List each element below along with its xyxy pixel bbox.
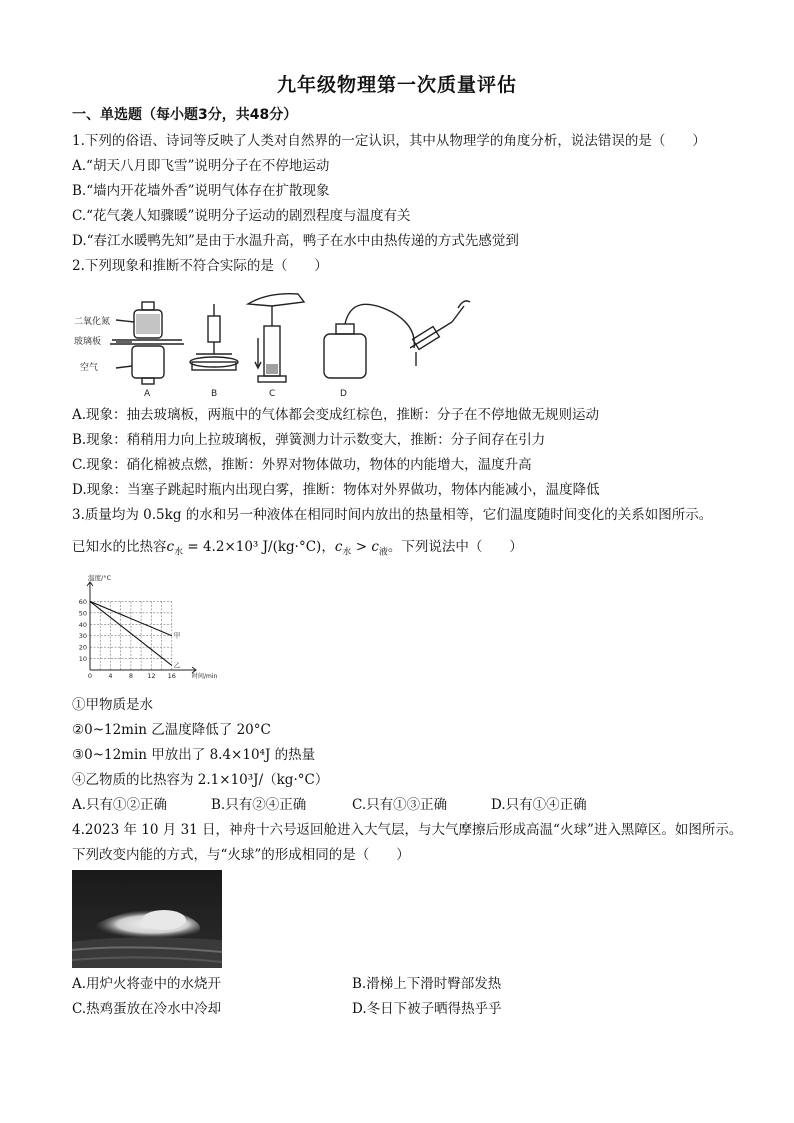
q1-option-b: B.“墙内开花墙外香”说明气体存在扩散现象 [72,183,330,199]
y-tick-label: 50 [78,609,87,618]
q3-statement-4: ④乙物质的比热容为 2.1×10³J/（kg·°C） [72,772,329,788]
figure-label-a: A [144,389,151,399]
q4-stem-line2: 下列改变内能的方式，与“火球”的形成相同的是（ ） [72,847,410,863]
q3-statement-1: ①甲物质是水 [72,697,153,713]
series-label-1: 乙 [173,661,181,670]
q2-option-b: B.现象：稍稍用力向上拉玻璃板，弹簧测力计示数变大，推断：分子间存在引力 [72,432,546,448]
x-tick-label: 12 [147,672,156,680]
y-axis-label: 温度/°C [88,574,111,582]
q3-statement-2: ②0~12min 乙温度降低了 20°C [72,722,271,738]
q1-option-c: C.“花气袭人知骤暖”说明分子运动的剧烈程度与温度有关 [72,208,411,224]
q1-option-d: D.“春江水暖鸭先知”是由于水温升高，鸭子在水中由热传递的方式先感觉到 [72,233,519,249]
q3-choice-d: D.只有①④正确 [491,797,587,813]
q3-stem-line2: 已知水的比热容$c_水 = 4.2\times 10^3$ J/(kg·°C)，$c_水 > c_液$。下列说法中（ ） [72,539,523,558]
y-tick-label: 30 [78,632,87,641]
q4-option-b: B.滑梯上下滑时臀部发热 [352,976,502,992]
q2-option-d: D.现象：当塞子跳起时瓶内出现白雾，推断：物体对外界做功，物体内能减小，温度降低 [72,482,600,498]
q2-option-c: C.现象：硝化棉被点燃，推断：外界对物体做功，物体的内能增大，温度升高 [72,457,532,473]
q3-choice-a: A.只有①②正确 [72,797,168,813]
figure-gas-label: 二氧化氮 [74,317,111,327]
page-title: 九年级物理第一次质量评估 [276,74,517,96]
x-tick-label: 0 [87,672,93,680]
x-tick-label: 8 [128,672,133,680]
q4-option-a: A.用炉火将壶中的水烧开 [72,976,222,992]
q3-temperature-chart [72,572,218,690]
figure-plate-label: 玻璃板 [74,337,102,347]
q3-statement-3: ③0~12min 甲放出了 8.4×10⁴J 的热量 [72,747,316,763]
y-tick-label: 40 [78,620,87,629]
series-label-0: 甲 [173,631,181,640]
q1-stem: 1.下列的俗语、诗词等反映了人类对自然界的一定认识，其中从物理学的角度分析，说法错误的是（ ） [72,133,706,149]
figure-b-spring-scale [190,304,238,370]
section-heading: 一、单选题（每小题3分，共48分） [72,107,298,123]
q4-fireball-photo [72,870,222,968]
figure-label-d: D [340,389,347,399]
q2-stem: 2.下列现象和推断不符合实际的是（ ） [72,258,328,274]
y-tick-label: 60 [78,597,87,606]
q2-experiment-figure [72,282,472,400]
q4-option-c: C.热鸡蛋放在冷水中冷却 [72,1001,222,1017]
q3-stem-line1: 3.质量均为 0.5kg 的水和另一种液体在相同时间内放出的热量相等，它们温度随时间变化的关系如图所示。 [72,507,713,523]
y-tick-label: 20 [78,643,87,652]
q4-option-d: D.冬日下被子晒得热乎乎 [352,1001,502,1017]
x-axis-label: 时间/min [192,673,218,680]
q2-option-a: A.现象：抽去玻璃板，两瓶中的气体都会变成红棕色，推断：分子在不停地做无规则运动 [72,407,600,423]
figure-d-flask-pump [324,301,470,378]
q4-stem-line1: 4.2023 年 10 月 31 日，神舟十六号返回舱进入大气层，与大气摩擦后形成高温“火球”进入黑障区。如图所示。 [72,822,743,838]
q3-choice-c: C.只有①③正确 [352,797,448,813]
q3-choice-b: B.只有②④正确 [211,797,307,813]
y-tick-label: 10 [78,655,87,664]
x-tick-label: 16 [167,672,176,680]
figure-label-c: C [269,389,276,399]
figure-air-label: 空气 [80,363,99,373]
q1-option-a: A.“胡天八月即飞雪”说明分子在不停地运动 [72,158,330,174]
figure-label-b: B [211,389,218,399]
x-tick-label: 4 [108,672,113,680]
